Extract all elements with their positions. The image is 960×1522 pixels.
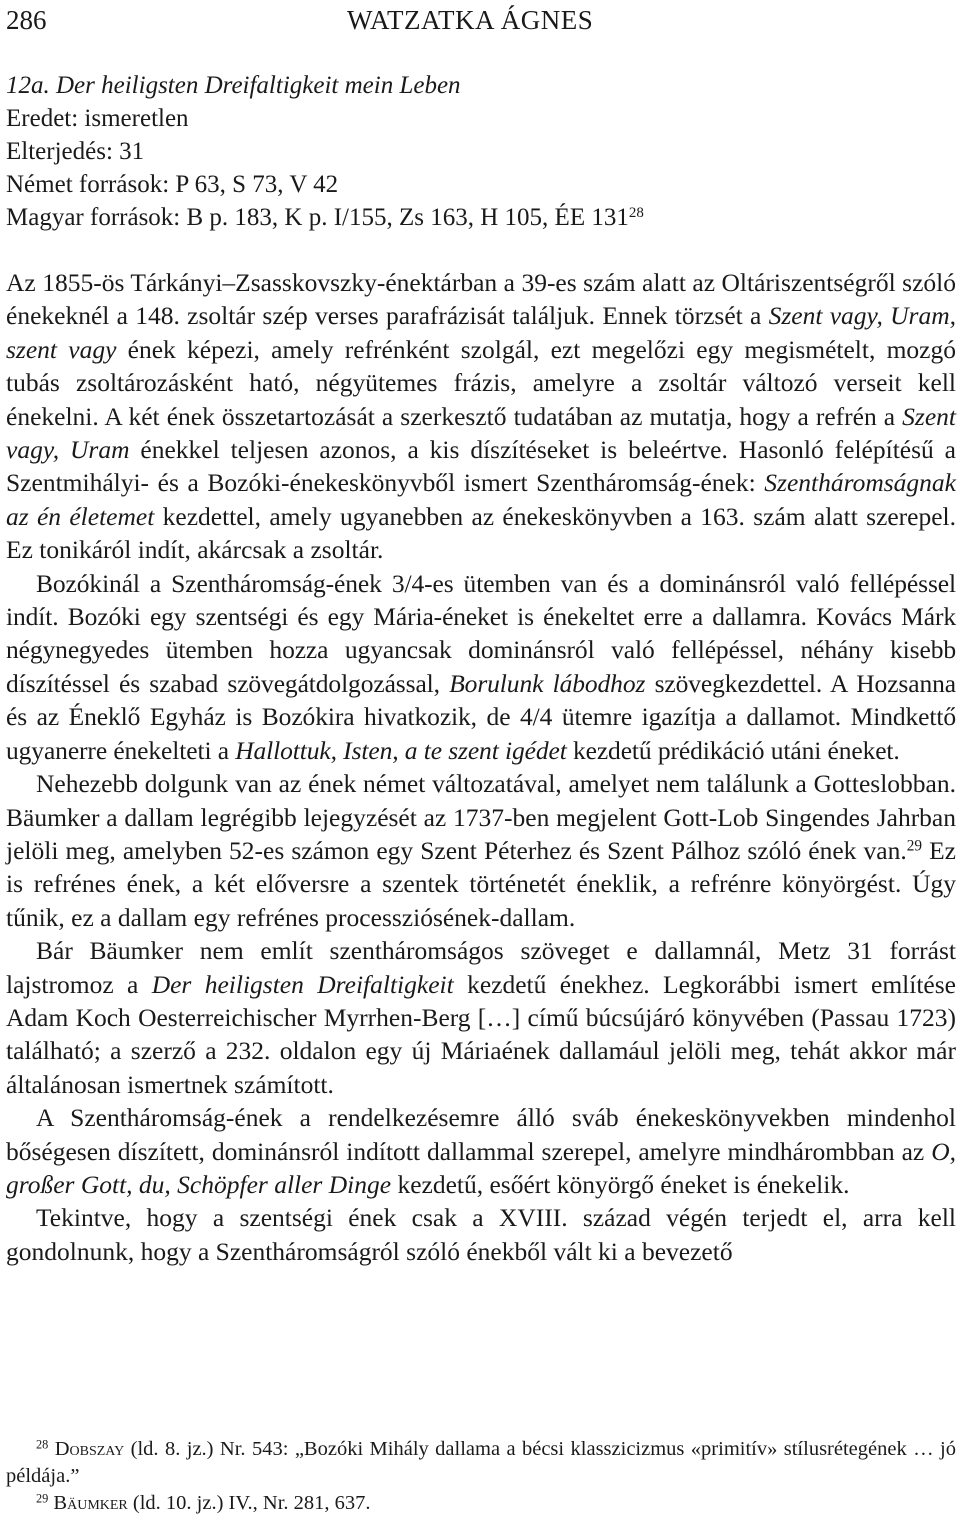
footnote-author: Bäumker: [53, 1492, 128, 1514]
footnote-ref: 29: [906, 837, 922, 855]
german-sources-line: Német források: P 63, S 73, V 42: [6, 171, 339, 198]
paragraph-5: [6, 1101, 956, 1201]
text-run: énekkel teljesen azonos, a kis díszítéseket is beleértve. Hasonló felépítésű a Szentmihályi- és a Bozóki-énekeskönyvből ismert Szentháromság-ének:: [6, 435, 956, 498]
footnote-29: [6, 1490, 956, 1517]
footnote-number: 28: [36, 1437, 49, 1452]
text-run: ének képezi, amely refrénként szolgál, ezt megelőzi egy megismételt, mozgó tubás zsoltározásként ható, négyütemes frázis, amelyre a zsoltár változó verseit kell énekelni. A két ének összetartozását a szerkesztő tudatában az mutatja, hogy a refrén a: [6, 334, 956, 431]
footnote-text: (ld. 8. jz.) Nr. 543: „Bozóki Mihály dallama a bécsi klasszicizmus «primitív» stílusrétegének … jó példája.”: [6, 1438, 956, 1487]
footnotes: [6, 1436, 956, 1517]
page-header: [6, 2, 954, 38]
italic-title: Szentháromságnak az én életemet: [6, 468, 956, 531]
origin-line: Eredet: ismeretlen: [6, 105, 189, 132]
page-number: 286: [6, 5, 47, 35]
italic-title: Szent vagy, Uram: [6, 401, 956, 465]
text-run: szövegkezdettel. A Hozsanna és az Éneklő Egyház is Bozókira hivatkozik, de 4/4 ütemre igazítja a dallamot. Mindkettő ugyanerre énekelteti a: [6, 668, 956, 765]
paragraph-1: [6, 266, 956, 567]
paragraph-3: [6, 767, 956, 934]
italic-title: O, großer Gott, du, Schöpfer aller Dinge: [6, 1136, 956, 1199]
text-run: Bozókinál a Szentháromság-ének 3/4-es ütemben van és a dominánsról való fellépéssel indít. Bozóki egy szentségi és egy Mária-éneket is énekeltet erre a dallamra. Kovács Márk négynegyedes ütemben hozza ugyancsak dominánsról való fellépéssel, néhány kisebb díszítéssel és szabad szövegátdolgozással,: [6, 568, 956, 698]
text-run: Ez is refrénes ének, a két előversre a szentek történetét éneklik, a refrénre könyörgést. Úgy tűnik, ez a dallam egy refrénes processziósének-dallam.: [6, 835, 956, 932]
text-run: A Szentháromság-ének a rendelkezésemre álló sváb énekeskönyvekben mindenhol bőségesen díszített, dominánsról indított dallammal szerepel, amelyre mindhárombban az: [6, 1103, 956, 1166]
paragraph-6: [6, 1201, 956, 1268]
italic-title: Borulunk lábodhoz: [449, 668, 646, 698]
song-entry-metadata: [6, 69, 956, 234]
footnote-28: [6, 1436, 956, 1490]
footnote-number: 29: [36, 1491, 49, 1506]
text-run: Nehezebb dolgunk van az ének német változatával, amelyet nem találunk a Gotteslobban. Bäumker a dallam legrégibb lejegyzését az 1737-ben megjelent Gott-Lob Singendes Jahrban jelöli meg, amelyben 52-es számon egy Szent Péterhez és Szent Pálhoz szóló ének van.: [6, 769, 956, 865]
text-run: kezdetű énekhez. Legkorábbi ismert említése Adam Koch Oesterreichischer Myrrhen-Berg […] című búcsújáró könyvében (Passau 1723) található; a szerző a 232. oldalon egy új Máriaének dallamául jelöli meg, tehát akkor már általánosan ismertnek számított.: [6, 969, 956, 1099]
italic-title: Hallottuk, Isten, a te szent igédet: [235, 735, 567, 765]
hungarian-sources-line: [6, 201, 956, 234]
body-text: [6, 266, 956, 1268]
hungarian-sources-text: Magyar források: B p. 183, K p. I/155, Zs 163, H 105, ÉE 131: [6, 204, 629, 231]
italic-title: Der heiligsten Dreifaltigkeit: [151, 969, 454, 999]
italic-title: Szent vagy, Uram, szent vagy: [6, 301, 957, 364]
text-run: kezdettel, amely ugyanebben az énekeskönyvben a 163. szám alatt szerepel. Ez tonikáról indít, akárcsak a zsoltár.: [6, 501, 957, 565]
spread-line: Elterjedés: 31: [6, 138, 145, 165]
footnote-ref-28: 28: [628, 204, 644, 221]
text-run: Tekintve, hogy a szentségi ének csak a XVIII. század végén terjedt el, arra kell gondolnunk, hogy a Szentháromságról szóló énekből vált ki a bevezető: [6, 1203, 956, 1266]
song-title: 12a. Der heiligsten Dreifaltigkeit mein Leben: [6, 72, 461, 99]
paragraph-4: [6, 934, 956, 1101]
running-head: WATZATKA ÁGNES: [347, 5, 594, 35]
text-run: kezdetű, esőért könyörgő éneket is énekelik.: [391, 1169, 850, 1199]
paragraph-2: [6, 567, 956, 767]
text-run: Bár Bäumker nem említ szentháromságos szöveget e dallamnál, Metz 31 forrást lajstromoz a: [6, 936, 956, 999]
footnote-author: Dobszay: [54, 1438, 125, 1460]
footnote-text: (ld. 10. jz.) IV., Nr. 281, 637.: [127, 1492, 371, 1514]
text-run: Az 1855-ös Tárkányi–Zsasskovszky-énektárban a 39-es szám alatt az Oltáriszentségről szóló énekeknél a 148. zsoltár szép verses parafrázisát találjuk. Ennek törzsét a: [6, 268, 956, 331]
text-run: kezdetű prédikáció utáni éneket.: [566, 735, 900, 765]
